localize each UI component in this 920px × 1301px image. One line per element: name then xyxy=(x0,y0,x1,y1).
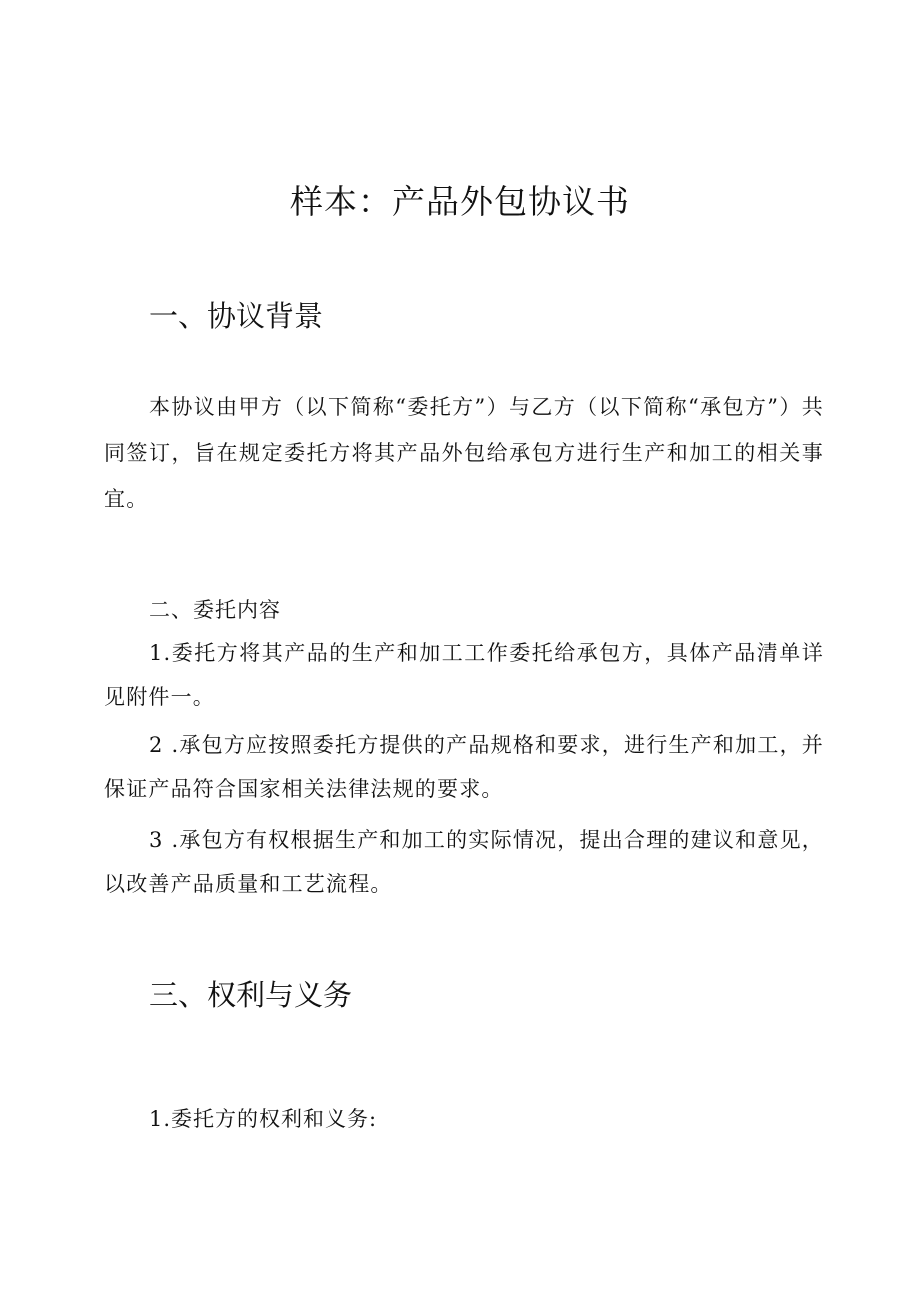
paragraph-content-3: 3 .承包方有权根据生产和加工的实际情况，提出合理的建议和意见，以改善产品质量和工艺流程。 xyxy=(104,828,824,896)
section-heading-background: 一、协议背景 xyxy=(149,299,324,333)
document-title: 样本：产品外包协议书 xyxy=(290,182,630,221)
paragraph-content-2: 2 .承包方应按照委托方提供的产品规格和要求，进行生产和加工，并保证产品符合国家相关法律法规的要求。 xyxy=(104,733,824,801)
section-heading-content: 二、委托内容 xyxy=(149,598,281,622)
section-heading-rights: 三、权利与义务 xyxy=(149,978,353,1012)
paragraph-background: 本协议由甲方（以下简称“委托方”）与乙方（以下简称“承包方”）共同签订，旨在规定委托方将其产品外包给承包方进行生产和加工的相关事宜。 xyxy=(104,395,824,511)
paragraph-rights-1: 1.委托方的权利和义务: xyxy=(149,1107,378,1131)
paragraph-content-1: 1.委托方将其产品的生产和加工工作委托给承包方，具体产品清单详见附件一。 xyxy=(104,641,824,709)
